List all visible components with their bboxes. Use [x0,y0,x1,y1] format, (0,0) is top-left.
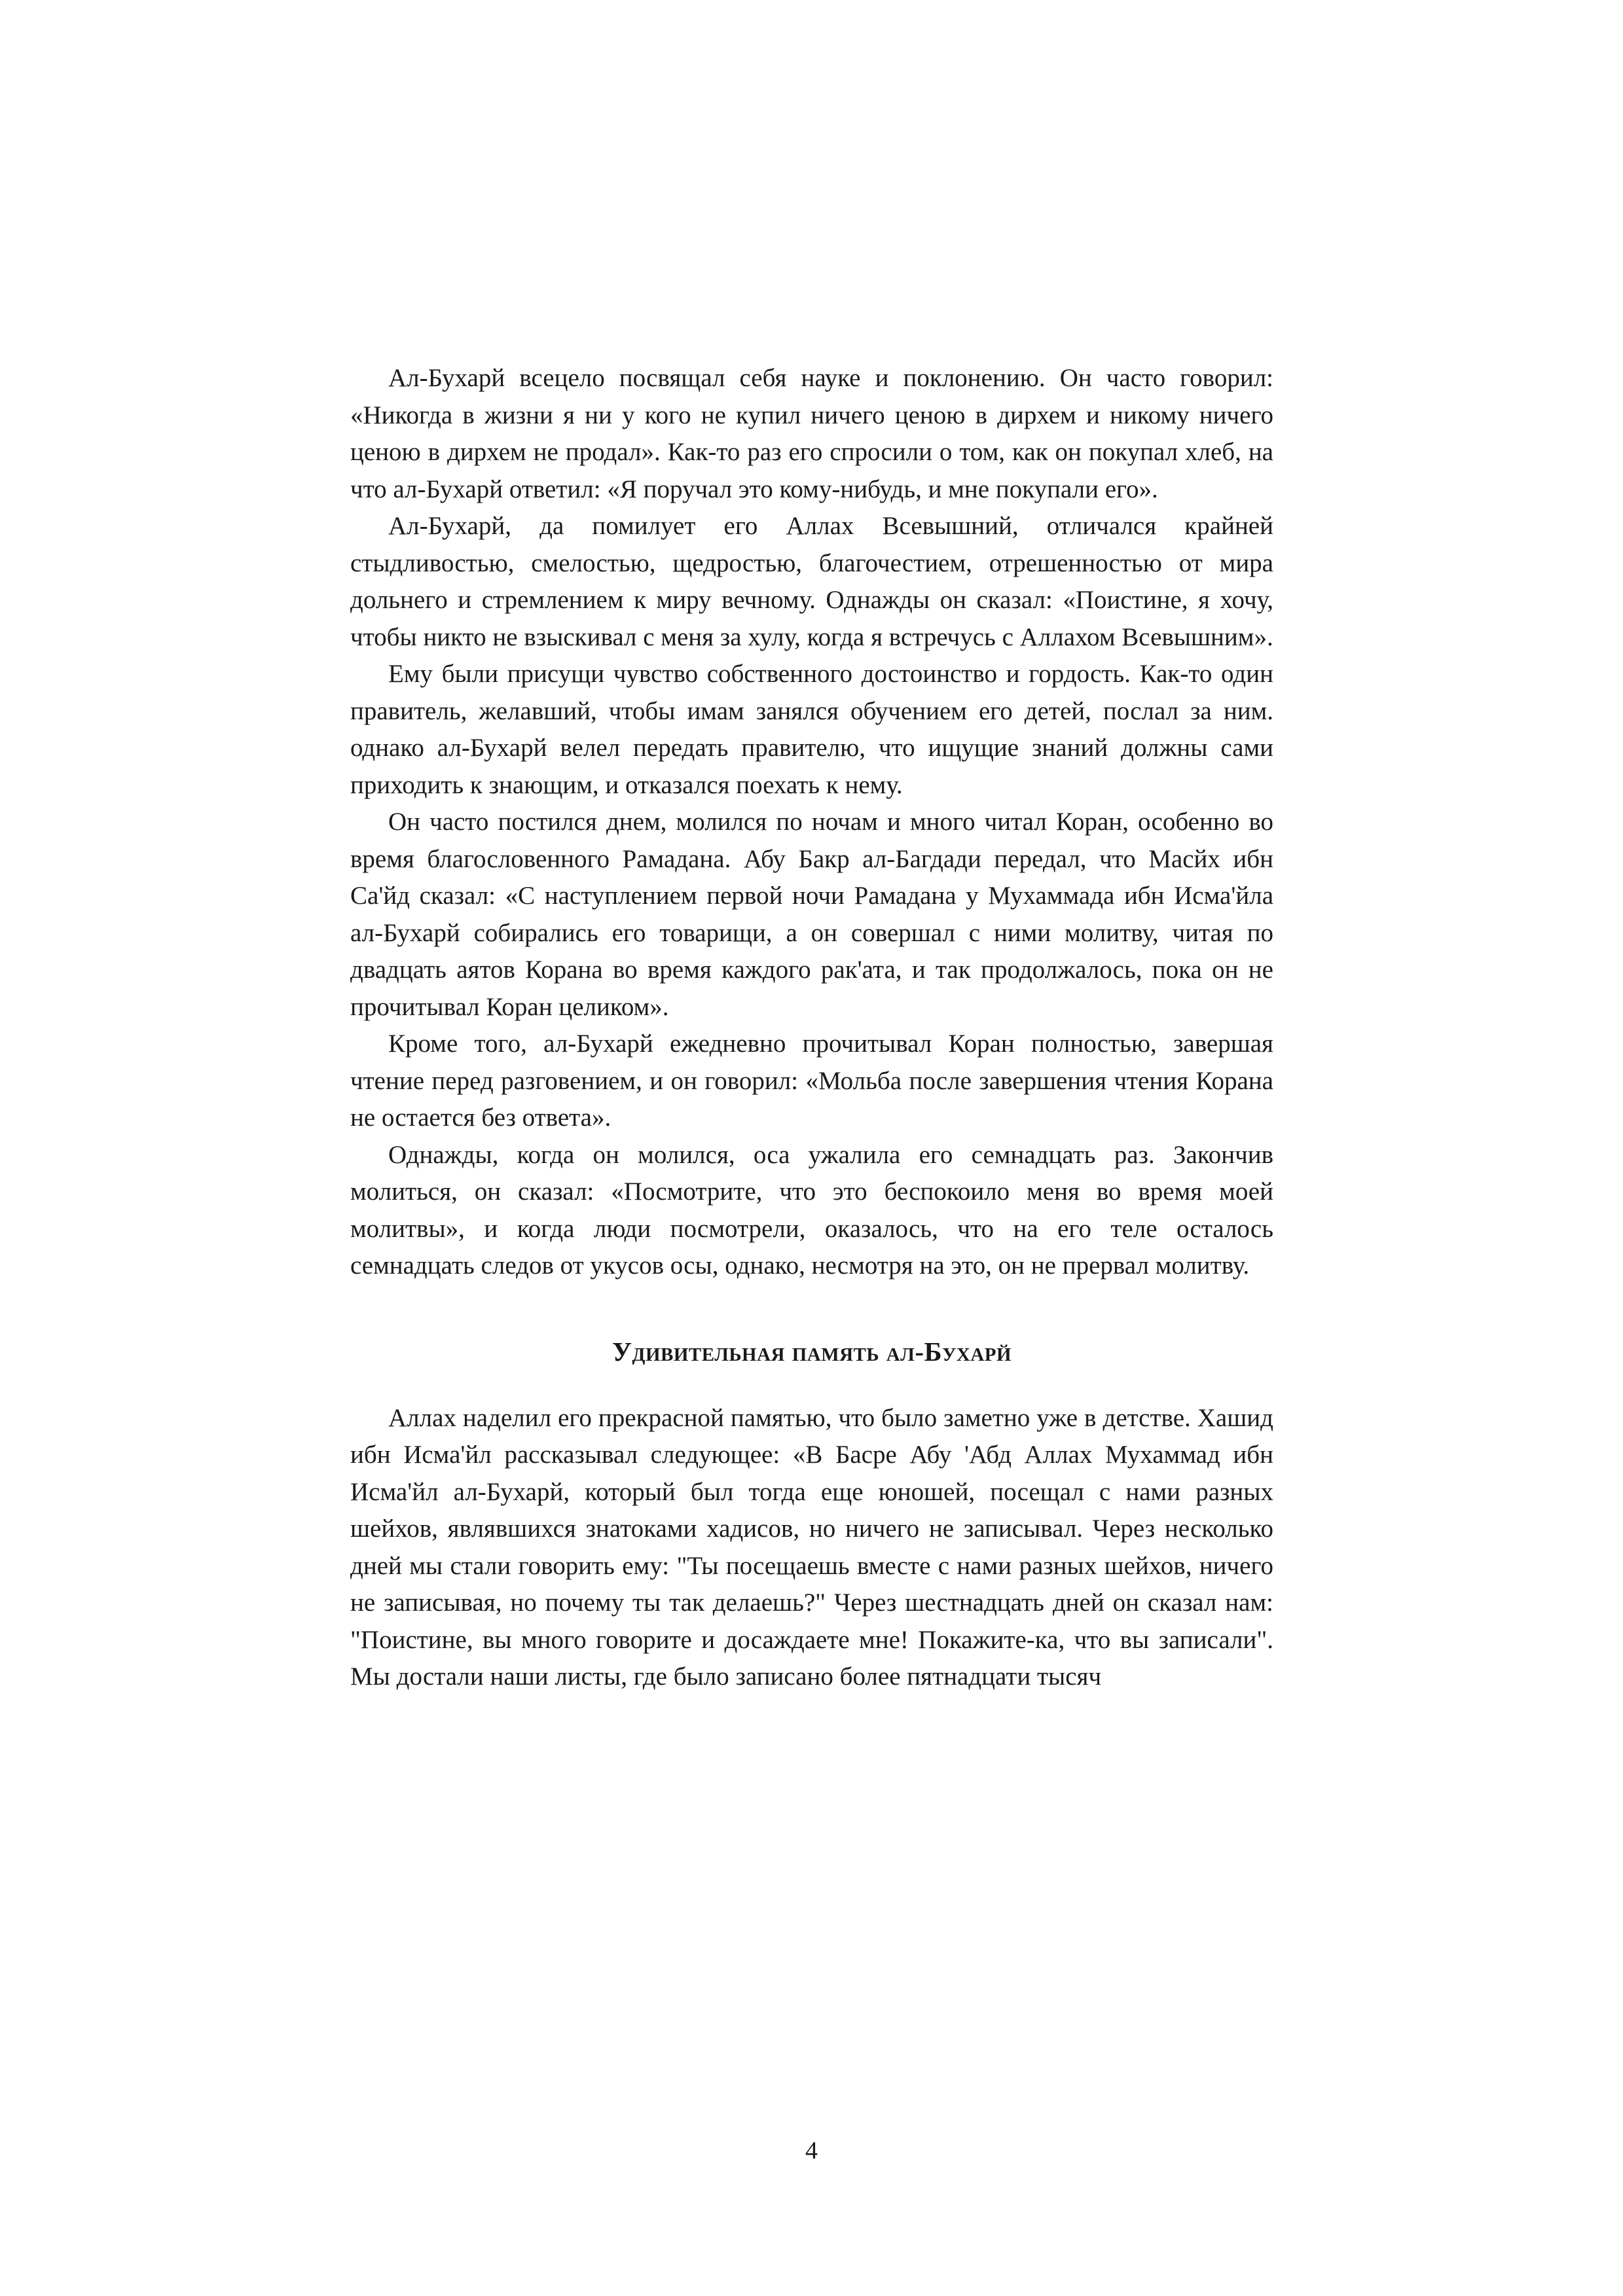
paragraph-5: Кроме того, ал-Бухарй ежедневно прочитывал Коран полностью, завершая чтение перед разговением, и он говорил: «Мольба после завершения чтения Корана не остается без ответа». [350,1030,1273,1132]
body-text [350,360,1273,1696]
section-heading: Удивительная память ал-Бухарй [611,1336,1012,1367]
paragraph-2: Ал-Бухарй, да помилует его Аллах Всевышний, отличался крайней стыдливостью, смелостью, щедростью, благочестием, отрешенностью от мира дольнего и стремлением к миру вечному. Однажды он сказал: «Поистине, я хочу, чтобы никто не взыскивал с меня за хулу, когда я встречусь с Аллахом Всевышним». [350,512,1273,651]
paragraph-6: Однажды, когда он молился, оса ужалила его семнадцать раз. Закончив молиться, он сказал: «Посмотрите, что это беспокоило меня во время моей молитвы», и когда люди посмотрели, оказалось, что на его теле осталось семнадцать следов от укусов осы, однако, несмотря на это, он не прервал молитву. [350,1140,1273,1280]
paragraph-1: Ал-Бухарй всецело посвящал себя науке и поклонению. Он часто говорил: «Никогда в жизни я ни у кого не купил ничего ценою в дирхем и никому ничего ценою в дирхем не продал». Как-то раз его спросили о том, как он покупал хлеб, на что ал-Бухарй ответил: «Я поручал это кому-нибудь, и мне покупали его». [350,364,1273,503]
paragraph-3: Ему были присущи чувство собственного достоинство и гордость. Как-то один правитель, желавший, чтобы имам занялся обучением его детей, послал за ним. однако ал-Бухарй велел передать правителю, что ищущие знаний должны сами приходить к знающим, и отказался поехать к нему. [350,660,1273,799]
paragraph-4: Он часто постился днем, молился по ночам и много читал Коран, особенно во время благословенного Рамадана. Абу Бакр ал-Багдади передал, что Масйх ибн Са'йд сказал: «С наступлением первой ночи Рамадана у Мухаммада ибн Исма'йла ал-Бухарй собирались его товарищи, а он совершал с ними молитву, читая по двадцать аятов Корана во время каждого рак'ата, и так продолжалось, пока он не прочитывал Коран целиком». [350,808,1273,1021]
page-number: 4 [805,2137,818,2164]
paragraph-7: Аллах наделил его прекрасной памятью, что было заметно уже в детстве. Хашид ибн Исма'йл рассказывал следующее: «В Басре Абу 'Абд Аллах Мухаммад ибн Исма'йл ал-Бухарй, который был тогда еще юношей, посещал с нами разных шейхов, являвшихся знатоками хадисов, но ничего не записывал. Через несколько дней мы стали говорить ему: "Ты посещаешь вместе с нами разных шейхов, ничего не записывая, но почему ты так делаешь?" Через шестнадцать дней он сказал нам: "Поистине, вы много говорите и досаждаете мне! Покажите-ка, что вы записали". Мы достали наши листы, где было записано более пятнадцати тысяч [350,1403,1273,1691]
